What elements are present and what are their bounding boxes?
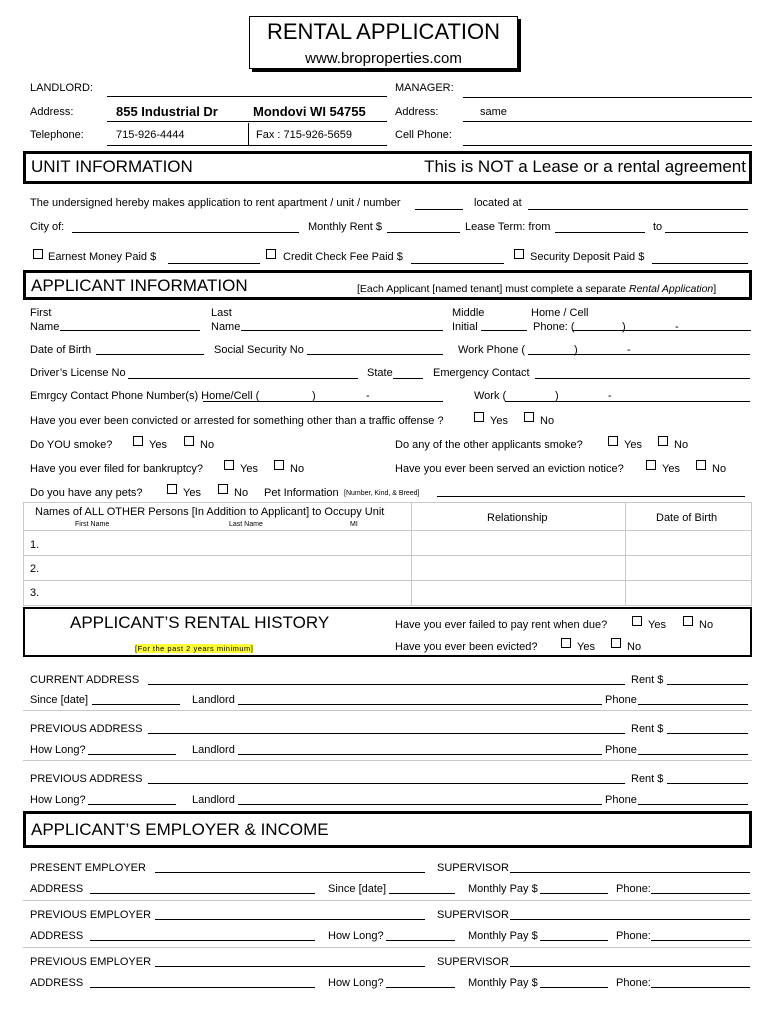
previous-how-long-emp-1-label: How Long?	[328, 930, 384, 942]
landlord-address-street: 855 Industrial Dr	[116, 104, 218, 119]
previous-how-long-2-label: How Long?	[30, 794, 86, 806]
lease-from-field[interactable]	[555, 232, 645, 233]
convicted-question: Have you ever been convicted or arrested for something other than a traffic offense ?	[30, 415, 444, 427]
others-smoke-no-checkbox[interactable]	[658, 436, 668, 446]
present-phone-label: Phone:	[616, 883, 651, 895]
last-name-field[interactable]	[241, 330, 443, 331]
previous-address-2-field[interactable]	[148, 783, 625, 784]
security-deposit-label: Security Deposit Paid $	[530, 251, 645, 263]
bankruptcy-yes-label: Yes	[240, 463, 258, 475]
manager-address-label: Address:	[395, 106, 439, 118]
previous-rent-2-field[interactable]	[667, 783, 748, 784]
pets-yes-label: Yes	[183, 487, 201, 499]
first-name-label: Name	[30, 321, 60, 333]
present-since-label: Since [date]	[328, 883, 387, 895]
cell-phone-label: Cell Phone:	[395, 129, 452, 141]
current-landlord-field[interactable]	[238, 704, 602, 705]
first-name-field[interactable]	[60, 330, 200, 331]
previous-phone-1-field[interactable]	[638, 754, 748, 755]
landlord-field[interactable]	[107, 96, 387, 97]
bankruptcy-no-label: No	[290, 463, 305, 475]
employer-heading: APPLICANT’S EMPLOYER & INCOME	[31, 820, 329, 839]
previous-supervisor-1-field[interactable]	[510, 919, 750, 920]
others-mi-header: MI	[350, 521, 358, 528]
eviction-notice-no-label: No	[712, 463, 727, 475]
city-of-label: City of:	[30, 221, 65, 233]
emergency-contact-field[interactable]	[535, 378, 750, 379]
bankruptcy-no-checkbox[interactable]	[274, 460, 284, 470]
others-first-name-header: First Name	[75, 521, 110, 528]
manager-address-field[interactable]	[463, 121, 752, 122]
monthly-rent-label: Monthly Rent $	[308, 221, 382, 233]
middle-label: Middle	[452, 307, 485, 319]
apply-text: The undersigned hereby makes application to rent apartment / unit / number	[30, 197, 401, 209]
manager-address-value: same	[480, 106, 507, 118]
manager-field[interactable]	[463, 97, 752, 98]
located-at-label: located at	[474, 197, 522, 209]
dob-field[interactable]	[96, 354, 204, 355]
others-dob-header: Date of Birth	[656, 512, 718, 524]
earnest-money-label: Earnest Money Paid $	[48, 251, 157, 263]
convicted-yes-checkbox[interactable]	[474, 412, 484, 422]
previous-employer-1-field[interactable]	[155, 919, 425, 920]
previous-landlord-2-field[interactable]	[238, 804, 602, 805]
previous-emp-phone-2-field[interactable]	[651, 987, 750, 988]
previous-monthly-pay-2-field[interactable]	[540, 987, 608, 988]
previous-rent-1-field[interactable]	[667, 733, 748, 734]
page-title: RENTAL APPLICATION	[266, 19, 501, 44]
smoke-yes-checkbox[interactable]	[133, 436, 143, 446]
bankruptcy-question: Have you ever filed for bankruptcy?	[30, 463, 204, 475]
others-row-2[interactable]: 2.	[30, 563, 40, 575]
smoke-no-label: No	[200, 439, 215, 451]
landlord-address-field[interactable]	[107, 121, 387, 122]
eviction-notice-no-checkbox[interactable]	[696, 460, 706, 470]
previous-employer-2-label: PREVIOUS EMPLOYER	[30, 956, 152, 968]
others-smoke-no-label: No	[674, 439, 689, 451]
present-supervisor-field[interactable]	[510, 872, 750, 873]
present-employer-field[interactable]	[155, 872, 425, 873]
state-field[interactable]	[393, 378, 423, 379]
credit-check-checkbox[interactable]	[266, 249, 276, 259]
last-name-label: Name	[211, 321, 241, 333]
work-phone-field[interactable]	[528, 354, 750, 355]
work-phone-dash: -	[627, 344, 631, 356]
emergency-home-phone-field[interactable]	[203, 401, 443, 402]
rental-history-heading: APPLICANT’S RENTAL HISTORY	[70, 613, 330, 632]
pets-question: Do you have any pets?	[30, 487, 143, 499]
credit-check-field[interactable]	[411, 263, 504, 264]
middle-initial-field[interactable]	[481, 330, 527, 331]
smoke-no-checkbox[interactable]	[184, 436, 194, 446]
work-phone-label: Work Phone (	[458, 344, 526, 356]
previous-phone-1-label: Phone	[605, 744, 637, 756]
previous-emp-phone-2-label: Phone:	[616, 977, 651, 989]
others-relationship-header: Relationship	[487, 512, 548, 524]
unit-number-field[interactable]	[415, 209, 463, 210]
previous-monthly-pay-2-label: Monthly Pay $	[468, 977, 538, 989]
credit-check-label: Credit Check Fee Paid $	[283, 251, 403, 263]
pet-info-detail: [Number, Kind, & Breed]	[344, 490, 420, 497]
others-table-heading: Names of ALL OTHER Persons [In Addition to Applicant] to Occupy Unit	[35, 506, 385, 518]
pets-yes-checkbox[interactable]	[167, 484, 177, 494]
bankruptcy-yes-checkbox[interactable]	[224, 460, 234, 470]
current-address-label: CURRENT ADDRESS	[30, 674, 140, 686]
emergency-work-label: Work (	[474, 390, 507, 402]
others-smoke-yes-checkbox[interactable]	[608, 436, 618, 446]
failed-pay-yes-label: Yes	[648, 619, 666, 631]
previous-address-emp-1-field[interactable]	[90, 940, 315, 941]
state-label: State	[367, 367, 393, 379]
landlord-address-city: Mondovi WI 54755	[253, 104, 366, 119]
cell-phone-field[interactable]	[463, 145, 752, 146]
telephone-label: Telephone:	[30, 129, 84, 141]
previous-how-long-2-field[interactable]	[88, 804, 176, 805]
dob-label: Date of Birth	[30, 344, 92, 356]
emergency-phone-label: Emrgcy Contact Phone Number(s) Home/Cell (	[30, 390, 260, 402]
previous-emp-phone-1-label: Phone:	[616, 930, 651, 942]
evicted-yes-checkbox[interactable]	[561, 638, 571, 648]
others-smoke-yes-label: Yes	[624, 439, 642, 451]
pets-no-checkbox[interactable]	[218, 484, 228, 494]
telephone-value: 715-926-4444	[116, 129, 185, 141]
present-supervisor-label: SUPERVISOR	[437, 862, 509, 874]
emergency-work-phone-field[interactable]	[505, 401, 750, 402]
home-phone-close: )	[622, 321, 626, 333]
lease-to-label: to	[653, 221, 663, 233]
previous-rent-1-label: Rent $	[631, 723, 664, 735]
previous-phone-2-label: Phone	[605, 794, 637, 806]
previous-address-1-field[interactable]	[148, 733, 625, 734]
smoke-question: Do YOU smoke?	[30, 439, 113, 451]
current-rent-label: Rent $	[631, 674, 664, 686]
home-phone-dash: -	[675, 321, 679, 333]
located-at-field[interactable]	[528, 209, 748, 210]
evicted-question: Have you ever been evicted?	[395, 641, 538, 653]
previous-emp-phone-1-field[interactable]	[651, 940, 750, 941]
eviction-notice-yes-checkbox[interactable]	[646, 460, 656, 470]
others-smoke-question: Do any of the other applicants smoke?	[395, 439, 583, 451]
previous-employer-1-label: PREVIOUS EMPLOYER	[30, 909, 152, 921]
present-address-label: ADDRESS	[30, 883, 84, 895]
city-of-field[interactable]	[72, 232, 299, 233]
emergency-phone-dash: -	[366, 390, 370, 402]
evicted-yes-label: Yes	[577, 641, 595, 653]
home-cell-label: Home / Cell	[531, 307, 589, 319]
not-a-lease-note: This is NOT a Lease or a rental agreement	[424, 157, 746, 176]
previous-landlord-1-label: Landlord	[192, 744, 235, 756]
security-deposit-checkbox[interactable]	[514, 249, 524, 259]
last-label: Last	[211, 307, 232, 319]
current-phone-label: Phone	[605, 694, 637, 706]
previous-how-long-emp-2-label: How Long?	[328, 977, 384, 989]
current-rent-field[interactable]	[667, 684, 748, 685]
previous-supervisor-1-label: SUPERVISOR	[437, 909, 509, 921]
work-phone-close: )	[574, 344, 578, 356]
earnest-money-field[interactable]	[168, 263, 260, 264]
telephone-field[interactable]	[107, 145, 387, 146]
previous-phone-2-field[interactable]	[638, 804, 748, 805]
convicted-yes-label: Yes	[490, 415, 508, 427]
unit-info-heading: UNIT INFORMATION	[31, 157, 193, 176]
previous-employer-2-field[interactable]	[155, 966, 425, 967]
drivers-license-label: Driver’s License No	[30, 367, 126, 379]
previous-supervisor-2-field[interactable]	[510, 966, 750, 967]
convicted-no-label: No	[540, 415, 555, 427]
website: www.broproperties.com	[305, 50, 462, 67]
others-row-1[interactable]: 1.	[30, 539, 40, 551]
emergency-work-dash: -	[608, 390, 612, 402]
present-since-field[interactable]	[389, 893, 455, 894]
monthly-rent-field[interactable]	[387, 232, 460, 233]
rental-history-subnote: [For the past 2 years minimum]	[135, 644, 254, 653]
address-label: Address:	[30, 106, 74, 118]
evicted-no-checkbox[interactable]	[611, 638, 621, 648]
previous-supervisor-2-label: SUPERVISOR	[437, 956, 509, 968]
present-employer-label: PRESENT EMPLOYER	[30, 862, 146, 874]
evicted-no-label: No	[627, 641, 642, 653]
drivers-license-field[interactable]	[128, 378, 358, 379]
current-phone-field[interactable]	[638, 704, 748, 705]
ssn-label: Social Security No	[214, 344, 304, 356]
current-landlord-label: Landlord	[192, 694, 235, 706]
others-row-3[interactable]: 3.	[30, 587, 40, 599]
previous-monthly-pay-1-label: Monthly Pay $	[468, 930, 538, 942]
previous-monthly-pay-1-field[interactable]	[540, 940, 608, 941]
previous-address-2-label: PREVIOUS ADDRESS	[30, 773, 143, 785]
failed-pay-no-label: No	[699, 619, 714, 631]
previous-landlord-1-field[interactable]	[238, 754, 602, 755]
emergency-phone-close: )	[312, 390, 316, 402]
present-phone-field[interactable]	[651, 893, 750, 894]
applicant-info-heading: APPLICANT INFORMATION	[31, 276, 248, 295]
previous-how-long-1-field[interactable]	[88, 754, 176, 755]
separate-application-note: [Each Applicant [named tenant] must complete a separate Rental Application]	[357, 283, 717, 295]
previous-how-long-emp-2-field[interactable]	[386, 987, 455, 988]
eviction-notice-yes-label: Yes	[662, 463, 680, 475]
failed-pay-yes-checkbox[interactable]	[632, 616, 642, 626]
previous-rent-2-label: Rent $	[631, 773, 664, 785]
emergency-contact-label: Emergency Contact	[433, 367, 530, 379]
lease-term-from-label: Lease Term: from	[465, 221, 551, 233]
initial-label: Initial	[452, 321, 478, 333]
previous-landlord-2-label: Landlord	[192, 794, 235, 806]
pet-info-label: Pet Information	[264, 487, 339, 499]
others-last-name-header: Last Name	[229, 521, 263, 528]
present-address-field[interactable]	[90, 893, 315, 894]
earnest-money-checkbox[interactable]	[33, 249, 43, 259]
eviction-notice-question: Have you ever been served an eviction notice?	[395, 463, 624, 475]
home-phone-field[interactable]	[573, 330, 751, 331]
current-since-field[interactable]	[92, 704, 180, 705]
pet-info-field[interactable]	[437, 496, 745, 497]
first-label: First	[30, 307, 52, 319]
previous-how-long-emp-1-field[interactable]	[386, 940, 455, 941]
smoke-yes-label: Yes	[149, 439, 167, 451]
landlord-label: LANDLORD:	[30, 82, 93, 94]
convicted-no-checkbox[interactable]	[524, 412, 534, 422]
security-deposit-field[interactable]	[652, 263, 748, 264]
present-monthly-pay-label: Monthly Pay $	[468, 883, 538, 895]
fax-divider	[248, 123, 249, 145]
ssn-field[interactable]	[307, 354, 443, 355]
failed-pay-question: Have you ever failed to pay rent when due?	[395, 619, 608, 631]
pets-no-label: No	[234, 487, 249, 499]
home-phone-label: Phone: (	[533, 321, 575, 333]
current-address-field[interactable]	[148, 684, 625, 685]
previous-address-emp-2-field[interactable]	[90, 987, 315, 988]
previous-address-emp-2-label: ADDRESS	[30, 977, 84, 989]
emergency-work-close: )	[555, 390, 559, 402]
previous-how-long-1-label: How Long?	[30, 744, 86, 756]
present-monthly-pay-field[interactable]	[540, 893, 608, 894]
failed-pay-no-checkbox[interactable]	[683, 616, 693, 626]
lease-to-field[interactable]	[665, 232, 748, 233]
fax-value: Fax : 715-926-5659	[256, 129, 353, 141]
manager-label: MANAGER:	[395, 82, 454, 94]
previous-address-1-label: PREVIOUS ADDRESS	[30, 723, 143, 735]
current-since-label: Since [date]	[30, 694, 89, 706]
previous-address-emp-1-label: ADDRESS	[30, 930, 84, 942]
